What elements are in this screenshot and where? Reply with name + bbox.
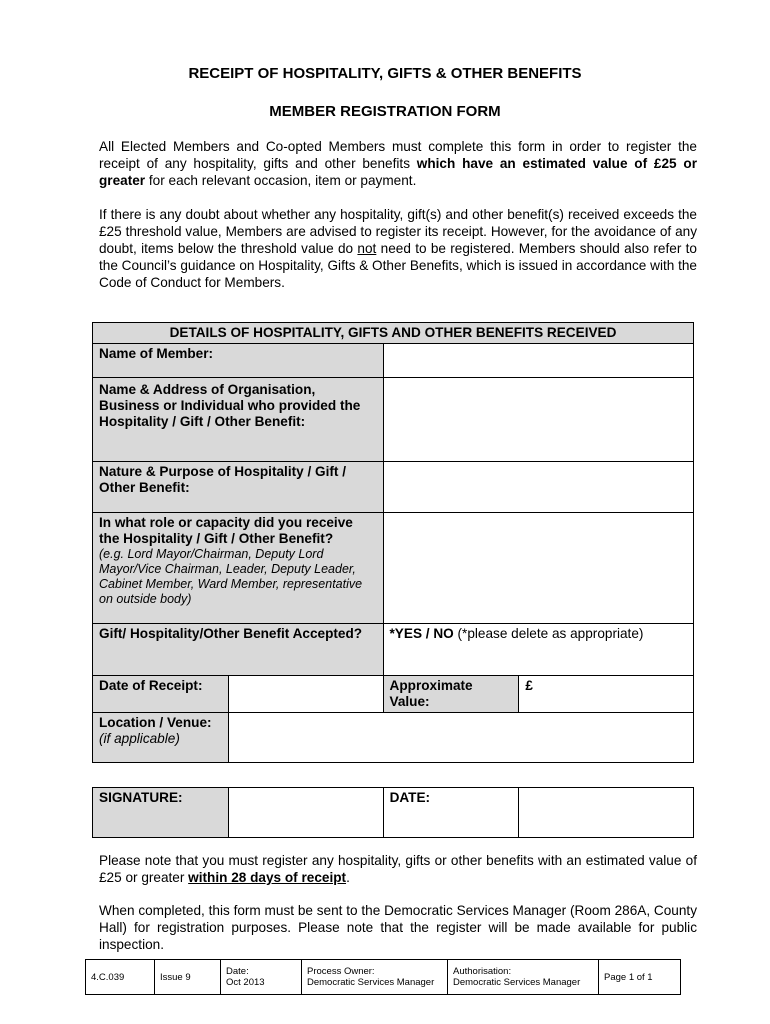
deadline-text: within 28 days of receipt (188, 870, 347, 885)
organisation-field[interactable] (383, 378, 693, 462)
signature-date-label: DATE: (383, 788, 519, 838)
location-label (93, 713, 229, 763)
footer-process-owner: Process Owner: Democratic Services Manager (302, 960, 448, 995)
organisation-label-text: Name & Address of Organisation, Business or Individual who provided the Hospitality / Gift / Other Benefit: (99, 382, 361, 429)
intro-text: All Elected Members and Co-opted Members must complete this form in order to register the receipt of any hospitality, gifts and other benefits (99, 139, 697, 171)
member-name-label: Name of Member: (93, 344, 384, 378)
details-table (92, 322, 694, 763)
approx-value-field[interactable]: £ (519, 676, 694, 713)
role-label (93, 513, 384, 624)
nature-label: Nature & Purpose of Hospitality / Gift / Other Benefit: (93, 462, 384, 513)
footer-authorisation: Authorisation: Democratic Services Manager (448, 960, 599, 995)
intro-text-end: for each relevant occasion, item or payment. (145, 173, 417, 188)
note-paragraph-1 (99, 852, 697, 886)
accepted-field[interactable] (383, 624, 693, 676)
guidance-text: If there is any doubt about whether any hospitality, gift(s) and other benefit(s) received exceeds the £25 threshold value, Members are advised to register its receipt. However, for the avoidance of any doubt, items below the threshold value do (99, 207, 697, 256)
approx-value-label: Approximate Value: (383, 676, 519, 713)
location-field[interactable] (228, 713, 693, 763)
note-text-end: . (346, 870, 350, 885)
date-of-receipt-label: Date of Receipt: (93, 676, 229, 713)
signature-table (92, 787, 694, 838)
note-paragraph-2: When completed, this form must be sent to the Democratic Services Manager (Room 286A, County Hall) for registration purposes. Please note that the register will be made available for public inspection. (99, 903, 697, 952)
details-header: DETAILS OF HOSPITALITY, GIFTS AND OTHER BENEFITS RECEIVED (93, 323, 694, 344)
yes-no-option: *YES / NO (389, 626, 454, 641)
footer-page-number: Page 1 of 1 (599, 960, 681, 995)
signature-label: SIGNATURE: (93, 788, 229, 838)
intro-paragraph-1 (99, 138, 697, 189)
member-name-field[interactable] (383, 344, 693, 378)
location-hint: (if applicable) (99, 731, 180, 746)
footer-issue: Issue 9 (155, 960, 221, 995)
nature-field[interactable] (383, 462, 693, 513)
role-field[interactable] (383, 513, 693, 624)
organisation-label (93, 378, 384, 462)
intro-paragraph-2 (99, 206, 697, 291)
signature-date-field[interactable] (519, 788, 694, 838)
signature-field[interactable] (228, 788, 383, 838)
role-hint: (e.g. Lord Mayor/Chairman, Deputy Lord Mayor/Vice Chairman, Leader, Deputy Leader, Cabinet Member, Ward Member, representative on outside body) (99, 547, 363, 606)
accepted-label: Gift/ Hospitality/Other Benefit Accepted? (93, 624, 384, 676)
intro-threshold-text: which have an estimated value of £25 or greater (99, 156, 697, 188)
guidance-text-end: need to be registered. Members should also refer to the Council’s guidance on Hospitality, Gifts & Other Benefits, which is issued in accordance with the Code of Conduct for Members. (99, 241, 697, 290)
form-subtitle: MEMBER REGISTRATION FORM (269, 103, 501, 120)
document-footer (85, 959, 681, 995)
note-text: Please note that you must register any hospitality, gifts or other benefits with an estimated value of £25 or greater (99, 853, 697, 885)
location-label-text: Location / Venue: (99, 715, 212, 730)
role-question: In what role or capacity did you receive the Hospitality / Gift / Other Benefit? (99, 515, 353, 546)
footer-reference: 4.C.039 (86, 960, 155, 995)
date-of-receipt-field[interactable] (228, 676, 383, 713)
accepted-note: (*please delete as appropriate) (453, 626, 644, 641)
form-title: RECEIPT OF HOSPITALITY, GIFTS & OTHER BENEFITS (188, 65, 582, 82)
guidance-emphasis: not (357, 241, 377, 256)
footer-date: Date: Oct 2013 (221, 960, 302, 995)
